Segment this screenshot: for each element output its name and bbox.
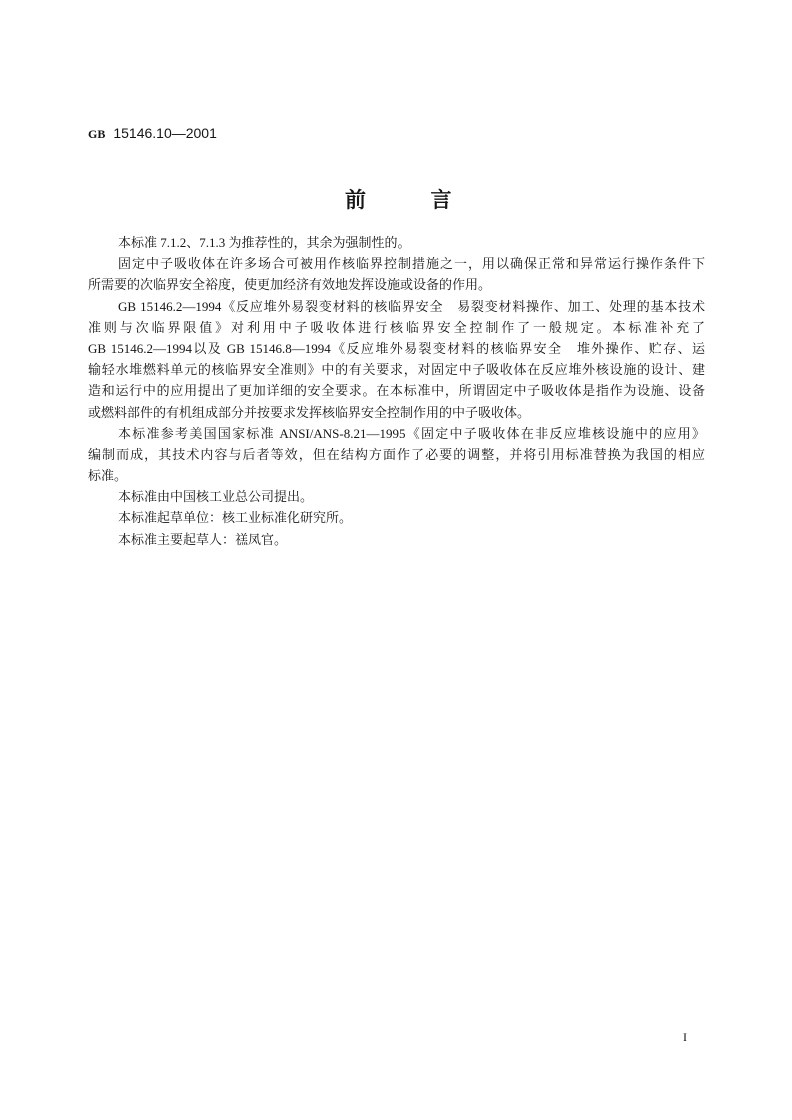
text-line: GB 15146.2—1994《反应堆外易裂变材料的核临界安全 易裂变材料操作、加工、处理的基本技术 xyxy=(118,298,705,314)
paragraph-related-standards xyxy=(88,296,705,423)
standard-number: 15146.10—2001 xyxy=(113,125,217,141)
text-line: 本标准参考美国国家标准 ANSI/ANS-8.21—1995《固定中子吸收体在非反应堆核设施中的应用》 xyxy=(118,425,705,441)
text-line: 编制而成，其技术内容与后者等效，但在结构方面作了必要的调整，并将引用标准替换为我国的相应 xyxy=(88,446,705,462)
preface-body xyxy=(88,232,705,550)
paragraph-fixed-absorber-purpose xyxy=(88,253,705,295)
text-line: 或燃料部件的有机组成部分并按要求发挥核临界安全控制作用的中子吸收体。 xyxy=(88,404,531,420)
text-line: 本标准主要起草人：禚凤官。 xyxy=(118,531,288,547)
text-line: 标准。 xyxy=(88,468,128,484)
paragraph-drafters xyxy=(88,529,705,550)
text-line: 本标准由中国核工业总公司提出。 xyxy=(118,489,314,505)
paragraph-recommended-clauses xyxy=(88,232,705,253)
text-line: 固定中子吸收体在许多场合可被用作核临界控制措施之一，用以确保正常和异常运行操作条件下 xyxy=(118,256,705,272)
text-line: 输轻水堆燃料单元的核临界安全准则》中的有关要求，对固定中子吸收体在反应堆外核设施的设计、建 xyxy=(88,362,705,378)
preface-title: 前 言 xyxy=(345,188,459,212)
page-number: I xyxy=(683,1030,687,1044)
text-line: 造和运行中的应用提出了更加详细的安全要求。在本标准中，所谓固定中子吸收体是指作为设施、设备 xyxy=(88,383,705,399)
text-line: 本标准起草单位：核工业标准化研究所。 xyxy=(118,510,353,526)
paragraph-reference-standard xyxy=(88,423,705,487)
standard-number-header xyxy=(88,124,217,143)
text-line: 本标准 7.1.2、7.1.3 为推荐性的，其余为强制性的。 xyxy=(118,235,411,250)
text-line: 准则与次临界限值》对利用中子吸收体进行核临界安全控制作了一般规定。本标准补充了 xyxy=(88,319,705,335)
paragraph-drafting-unit xyxy=(88,507,705,528)
text-line: 所需要的次临界安全裕度，使更加经济有效地发挥设施或设备的作用。 xyxy=(88,277,492,293)
text-line: GB 15146.2—1994以及 GB 15146.8—1994《反应堆外易裂变材料的核临界安全 堆外操作、贮存、运 xyxy=(88,340,705,356)
standard-prefix: GB xyxy=(88,127,106,141)
paragraph-proposer xyxy=(88,486,705,507)
